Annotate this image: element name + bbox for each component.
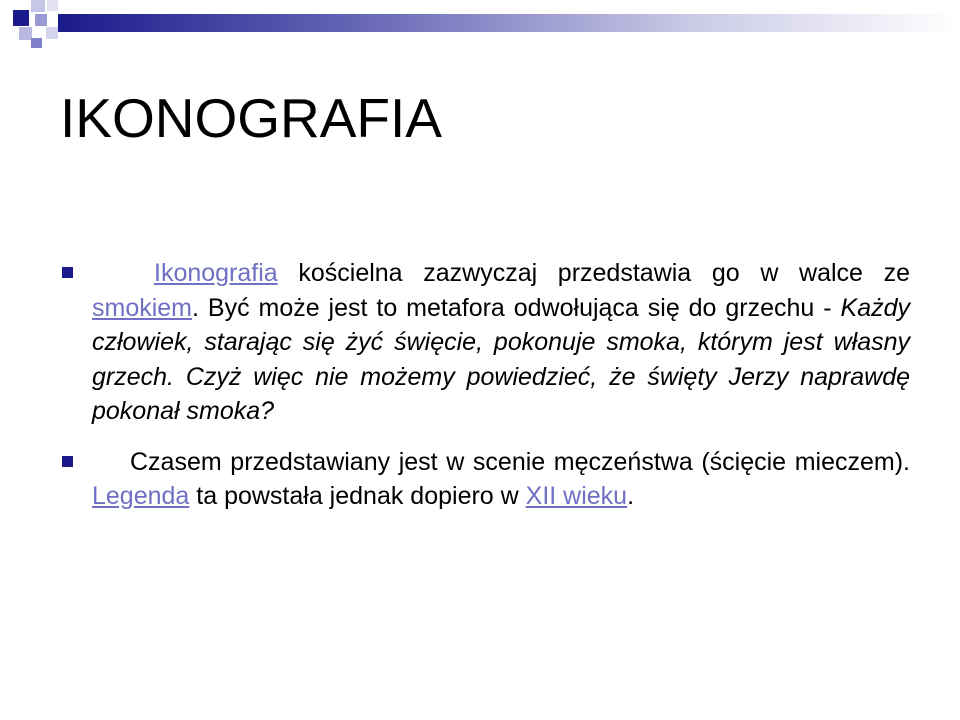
decor-square xyxy=(31,38,42,48)
slide-title: IKONOGRAFIA xyxy=(60,87,442,149)
link-xii-wieku[interactable]: XII wieku xyxy=(525,482,628,510)
bullet-text: ta powstała jednak dopiero w xyxy=(189,482,526,510)
slide-content xyxy=(60,256,910,530)
bullet-italic-quote: Każdy człowiek, starając się żyć święcie, pokonuje smoka, którym jest własny grzech. Czyż więc nie możemy powiedzieć, że święty Jerzy naprawdę pokonał smoka? xyxy=(92,293,910,425)
link-ikonografia[interactable]: Ikonografia xyxy=(154,259,278,287)
square-bullet-icon xyxy=(62,267,73,278)
decor-square xyxy=(46,27,58,39)
bullet-text: Czasem przedstawiany jest w scenie męczeństwa (ścięcie mieczem). xyxy=(130,447,910,476)
bullet-item xyxy=(60,445,910,514)
square-bullet-icon xyxy=(62,456,73,467)
bullet-text: kościelna zazwyczaj przedstawia go w walce ze xyxy=(277,259,910,287)
bullet-item xyxy=(60,256,910,429)
decor-square xyxy=(13,10,29,26)
decor-square xyxy=(47,0,58,11)
decor-square xyxy=(35,14,47,26)
bullet-text: . xyxy=(627,482,635,510)
decor-square xyxy=(31,0,45,12)
link-legenda[interactable]: Legenda xyxy=(92,482,190,510)
link-smokiem[interactable]: smokiem xyxy=(92,293,193,322)
bullet-text: . Być może jest to metafora odwołująca się do grzechu - xyxy=(192,293,841,322)
top-gradient-bar xyxy=(58,14,960,32)
